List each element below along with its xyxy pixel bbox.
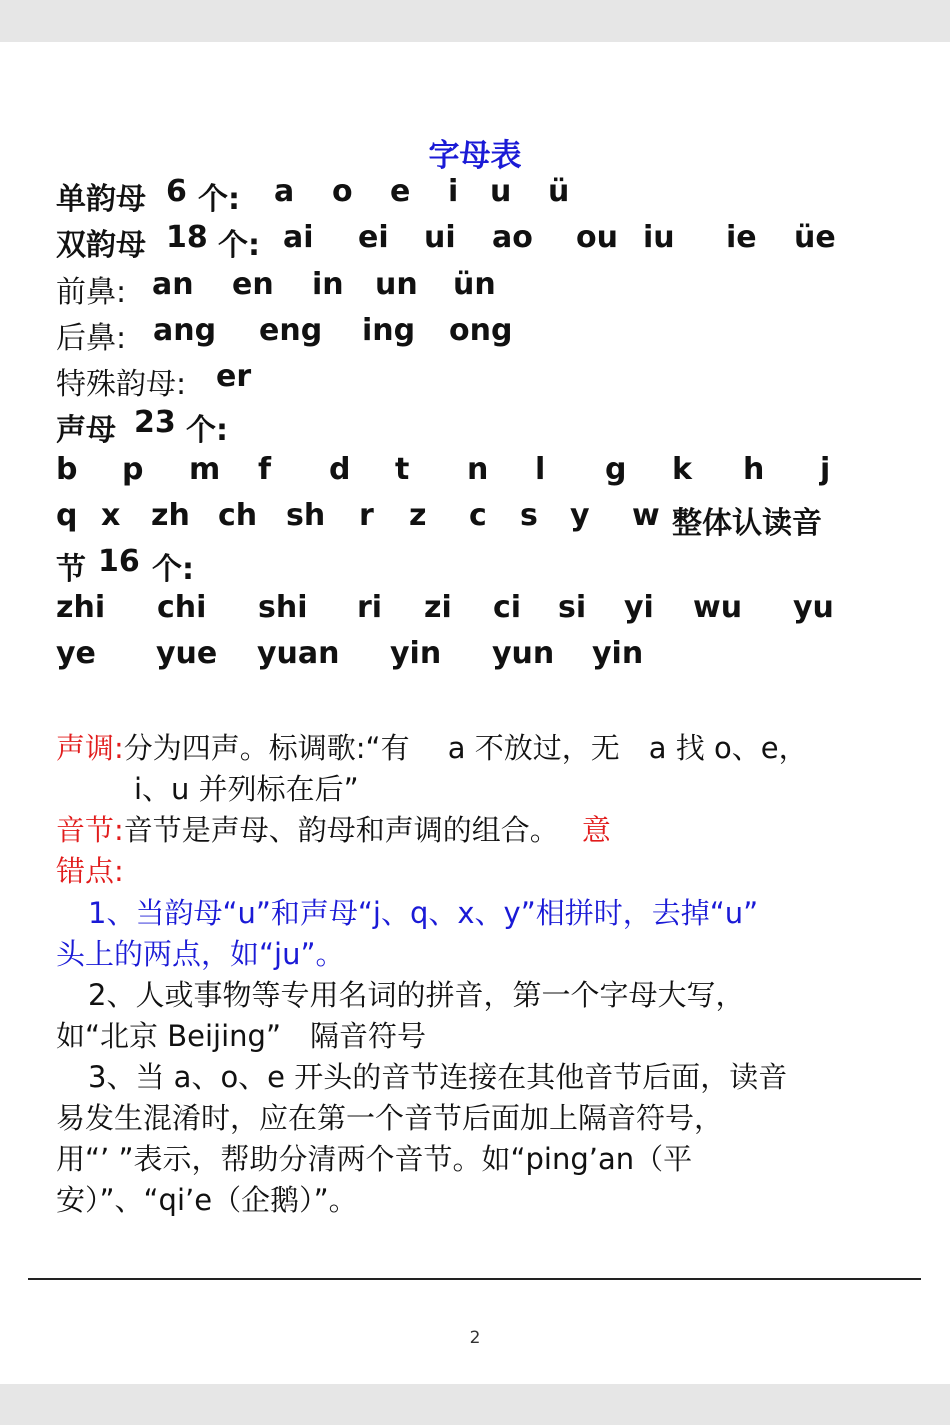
syllable-text: 音节是声母、韵母和声调的组合。 bbox=[123, 813, 559, 847]
tones-line-2 bbox=[134, 767, 359, 808]
initial-item: w bbox=[632, 498, 660, 533]
compound-finals-unit: 个: bbox=[218, 228, 260, 263]
initial-item: h bbox=[743, 452, 765, 487]
whole-syllable-item: zi bbox=[424, 590, 452, 625]
back-nasal-label: 后鼻: bbox=[56, 321, 127, 356]
front-nasal-item: in bbox=[312, 267, 344, 302]
whole-syllable-item: yun bbox=[492, 636, 555, 671]
whole-syllable-item: yin bbox=[390, 636, 442, 671]
error-point-1-line-2 bbox=[56, 932, 345, 973]
front-nasal-item: ün bbox=[453, 267, 496, 302]
initial-item: y bbox=[570, 498, 590, 533]
footer-divider bbox=[28, 1278, 921, 1280]
compound-final-item: iu bbox=[643, 220, 675, 255]
compound-final-item: ei bbox=[358, 220, 389, 255]
whole-syllables-row-1 bbox=[0, 590, 950, 634]
whole-syllable-item: wu bbox=[693, 590, 743, 625]
initials-heading-row bbox=[0, 405, 950, 449]
single-final-item: o bbox=[332, 174, 353, 209]
whole-syllable-item: ri bbox=[357, 590, 383, 625]
tones-text-cont: i、u 并列标在后” bbox=[134, 772, 359, 806]
front-nasal-item: an bbox=[152, 267, 194, 302]
whole-syllable-item: chi bbox=[157, 590, 207, 625]
front-nasal-item: en bbox=[232, 267, 274, 302]
single-finals-unit: 个: bbox=[198, 182, 240, 217]
page-title: 字母表 bbox=[428, 138, 522, 174]
error-point-3-line-2 bbox=[56, 1096, 723, 1137]
tones-label: 声调: bbox=[56, 731, 124, 765]
whole-syllables-label-part2: 节 bbox=[56, 552, 86, 587]
compound-final-item: ou bbox=[576, 220, 618, 255]
tones-line-1 bbox=[56, 726, 808, 767]
initial-item: zh bbox=[151, 498, 190, 533]
whole-syllable-item: yue bbox=[156, 636, 218, 671]
error-point-1-line-1 bbox=[88, 891, 758, 932]
initials-row-2 bbox=[0, 498, 950, 542]
initials-count: 23 bbox=[134, 405, 176, 440]
compound-finals-label: 双韵母 bbox=[56, 228, 146, 263]
special-final-row bbox=[0, 359, 950, 403]
error-point-3-line-3 bbox=[56, 1137, 692, 1178]
single-finals-label: 单韵母 bbox=[56, 182, 146, 217]
initial-item: x bbox=[101, 498, 121, 533]
whole-syllable-item: yin bbox=[592, 636, 644, 671]
initial-item: k bbox=[672, 452, 692, 487]
single-final-item: e bbox=[390, 174, 411, 209]
syllable-label: 音节: bbox=[56, 813, 124, 847]
page-number: 2 bbox=[469, 1328, 481, 1348]
whole-syllable-item: si bbox=[558, 590, 587, 625]
document-page bbox=[0, 42, 950, 1384]
whole-syllables-unit: 个: bbox=[152, 552, 194, 587]
error-point-2-text: 2、人或事物等专用名词的拼音，第一个字母大写， bbox=[88, 978, 745, 1012]
front-nasal-row bbox=[0, 267, 950, 311]
error-point-3-text: 3、当 a、o、e 开头的音节连接在其他音节后面，读音 bbox=[88, 1060, 788, 1094]
compound-finals-count: 18 bbox=[166, 220, 208, 255]
syllable-line bbox=[56, 808, 611, 849]
whole-syllable-item: yu bbox=[793, 590, 834, 625]
initial-item: p bbox=[122, 452, 144, 487]
error-point-2-line-1 bbox=[88, 973, 744, 1014]
initial-item: z bbox=[409, 498, 427, 533]
error-point-3-text-cont: 用“’ ”表示，帮助分清两个音节。如“ping’an（平 bbox=[56, 1142, 693, 1176]
error-point-3-line-1 bbox=[88, 1055, 787, 1096]
syllable-tail: 意 bbox=[581, 813, 611, 847]
initial-item: f bbox=[258, 452, 272, 487]
back-nasal-row bbox=[0, 313, 950, 357]
compound-finals-row bbox=[0, 220, 950, 264]
initial-item: sh bbox=[286, 498, 326, 533]
error-point-3-text-cont: 易发生混淆时，应在第一个音节后面加上隔音符号， bbox=[56, 1101, 724, 1135]
special-final-label: 特殊韵母: bbox=[56, 367, 187, 402]
errors-label: 错点: bbox=[56, 854, 124, 888]
tones-text: 分为四声。标调歌:“有 a 不放过，无 a 找 o、e， bbox=[123, 731, 808, 765]
compound-final-item: ao bbox=[492, 220, 533, 255]
single-final-item: i bbox=[448, 174, 459, 209]
single-finals-count: 6 bbox=[166, 174, 187, 209]
back-nasal-item: ong bbox=[449, 313, 513, 348]
error-point-2-text-cont: 如“北京 Beijing” 隔音符号 bbox=[56, 1019, 426, 1053]
compound-final-item: ie bbox=[726, 220, 757, 255]
initial-item: l bbox=[535, 452, 546, 487]
special-final-item: er bbox=[216, 359, 252, 394]
front-nasal-item: un bbox=[375, 267, 418, 302]
initial-item: g bbox=[605, 452, 627, 487]
error-point-2-line-2 bbox=[56, 1014, 426, 1055]
whole-syllable-item: yi bbox=[624, 590, 654, 625]
back-nasal-item: ing bbox=[362, 313, 416, 348]
initial-item: j bbox=[820, 452, 831, 487]
single-finals-row bbox=[0, 174, 950, 218]
whole-syllables-row-2 bbox=[0, 636, 950, 680]
whole-syllables-heading-row bbox=[0, 544, 950, 588]
initial-item: n bbox=[467, 452, 489, 487]
error-point-3-line-4 bbox=[56, 1178, 358, 1219]
initials-row-1 bbox=[0, 452, 950, 496]
error-point-1-text: 1、当韵母“u”和声母“j、q、x、y”相拼时，去掉“u” bbox=[88, 896, 759, 930]
initials-label: 声母 bbox=[56, 413, 116, 448]
initial-item: ch bbox=[218, 498, 258, 533]
single-final-item: ü bbox=[548, 174, 570, 209]
whole-syllables-label-part1: 整体认读音 bbox=[672, 506, 822, 541]
initial-item: m bbox=[189, 452, 221, 487]
whole-syllables-count: 16 bbox=[98, 544, 140, 579]
back-nasal-item: ang bbox=[153, 313, 217, 348]
errors-heading bbox=[56, 849, 124, 890]
initial-item: q bbox=[56, 498, 78, 533]
whole-syllable-item: ci bbox=[493, 590, 522, 625]
error-point-3-text-cont: 安）”、“qi’e（企鹅）”。 bbox=[56, 1183, 358, 1217]
back-nasal-item: eng bbox=[259, 313, 323, 348]
initial-item: r bbox=[359, 498, 374, 533]
initial-item: b bbox=[56, 452, 78, 487]
initial-item: c bbox=[469, 498, 487, 533]
error-point-1-text-cont: 头上的两点，如“ju”。 bbox=[56, 937, 345, 971]
front-nasal-label: 前鼻: bbox=[56, 275, 127, 310]
initial-item: d bbox=[329, 452, 351, 487]
initial-item: t bbox=[395, 452, 410, 487]
compound-final-item: üe bbox=[794, 220, 836, 255]
whole-syllable-item: yuan bbox=[257, 636, 340, 671]
whole-syllable-item: zhi bbox=[56, 590, 106, 625]
single-final-item: u bbox=[490, 174, 512, 209]
whole-syllable-item: ye bbox=[56, 636, 96, 671]
initial-item: s bbox=[520, 498, 538, 533]
compound-final-item: ui bbox=[424, 220, 456, 255]
single-final-item: a bbox=[274, 174, 295, 209]
compound-final-item: ai bbox=[283, 220, 314, 255]
whole-syllable-item: shi bbox=[258, 590, 308, 625]
initials-unit: 个: bbox=[186, 413, 228, 448]
